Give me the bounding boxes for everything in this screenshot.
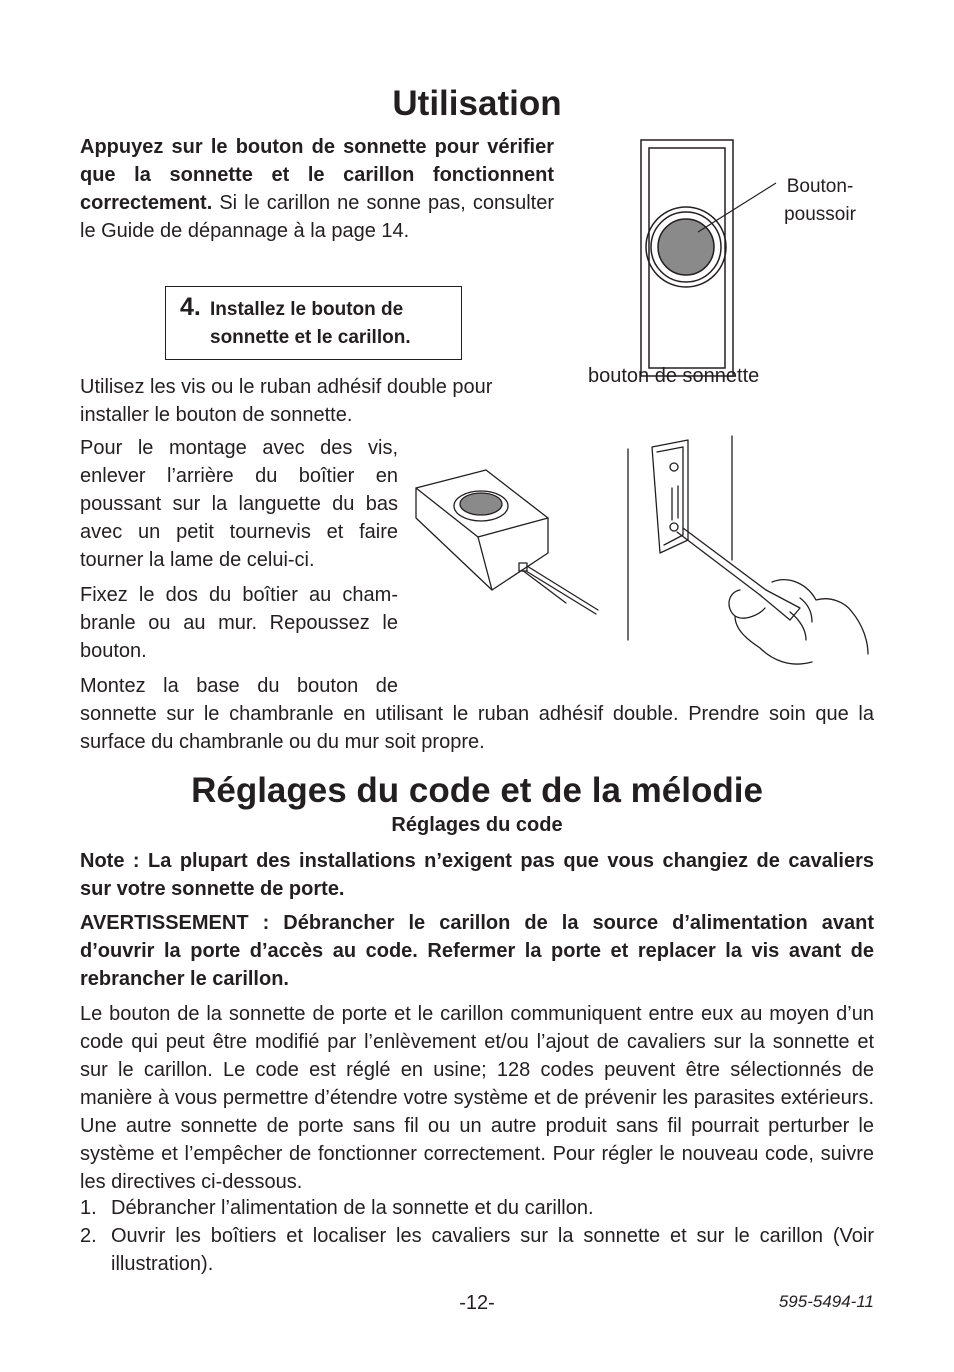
note-paragraph: Note : La plupart des installations n’exigent pas que vous changiez de cavaliers sur votre sonnette de porte. xyxy=(80,850,874,900)
step-4-number: 4. xyxy=(180,293,201,321)
figure-caption-doorbell: bouton de sonnette xyxy=(588,365,760,387)
label-push-button-line-2: poussoir xyxy=(784,204,856,225)
step-4-line-2: sonnette et le carillon. xyxy=(210,327,411,348)
subtitle-reglages-code: Réglages du code xyxy=(391,814,563,836)
list-item-1 xyxy=(80,1194,874,1222)
warning-paragraph: AVERTISSEMENT : Débrancher le carillon de la source d’alimentation avant d’ouvrir la porte d’accès au code. Refermer la porte et replacer la vis avant de rebrancher le carillon. xyxy=(80,912,874,990)
list-item-2-text: Ouvrir les boîtiers et localiser les cavaliers sur la sonnette et sur le carillon (Voir illustration). xyxy=(111,1225,874,1275)
list-item-1-number: 1. xyxy=(80,1197,97,1219)
document-code: 595-5494-11 xyxy=(778,1292,874,1311)
intro-paragraph xyxy=(80,133,554,245)
page-number: -12- xyxy=(459,1292,495,1314)
install-paragraph-2: Pour le montage avec des vis, enlever l’arrière du boîtier en poussant sur la languette du bas avec un petit tournevis et faire tourner la lame de celui-ci. xyxy=(80,437,398,571)
step-4-line-1: Installez le bouton de xyxy=(210,299,404,320)
list-item-1-text: Débrancher l’alimentation de la sonnette et du carillon. xyxy=(111,1197,594,1219)
install-paragraph-3: Fixez le dos du boîtier au chambranle ou au mur. Repoussez le bouton. xyxy=(80,584,398,662)
install-paragraph-4-first-line: Montez la base du bouton de xyxy=(80,675,398,697)
intro-bold-text: Appuyez sur le bouton de sonnette pour vérifier que la sonnette et le carillon fonctionnent correctement. xyxy=(80,136,554,214)
section-title-reglages: Réglages du code et de la mélodie xyxy=(191,771,763,810)
body-paragraph: Le bouton de la sonnette de porte et le carillon communiquent entre eux au moyen d’un code qui peut être modifié par l’enlèvement et/ou l’ajout de cavaliers sur la sonnette et sur le carillon. Le code est réglé en usine; 128 codes peuvent être sélectionnés de manière à vous permettre d’étendre votre système et de prévenir les parasites extérieurs. Une autre sonnette de porte sans fil ou un autre produit sans fil pourrait perturber le système et l’empêcher de fonctionner correctement. Pour régler le nouveau code, suivre les directives ci-dessous. xyxy=(80,1003,874,1193)
install-paragraph-4-rest: sonnette sur le chambranle en utilisant le ruban adhésif double. Prendre soin que la surface du chambranle ou du mur soit propre. xyxy=(80,703,874,753)
label-push-button-line-1: Bouton- xyxy=(786,176,854,197)
list-item-2-number: 2. xyxy=(80,1225,97,1247)
step-4-heading xyxy=(210,296,411,352)
list-item-2 xyxy=(80,1222,874,1278)
intro-rest-text: Si le carillon ne sonne pas, consulter le Guide de dépannage à la page 14. xyxy=(80,192,554,242)
install-paragraph-1: Utilisez les vis ou le ruban adhésif double pour installer le bouton de sonnette. xyxy=(80,376,493,426)
step-4-box xyxy=(165,286,462,360)
section-title-utilisation: Utilisation xyxy=(392,84,562,123)
label-push-button xyxy=(772,173,868,229)
